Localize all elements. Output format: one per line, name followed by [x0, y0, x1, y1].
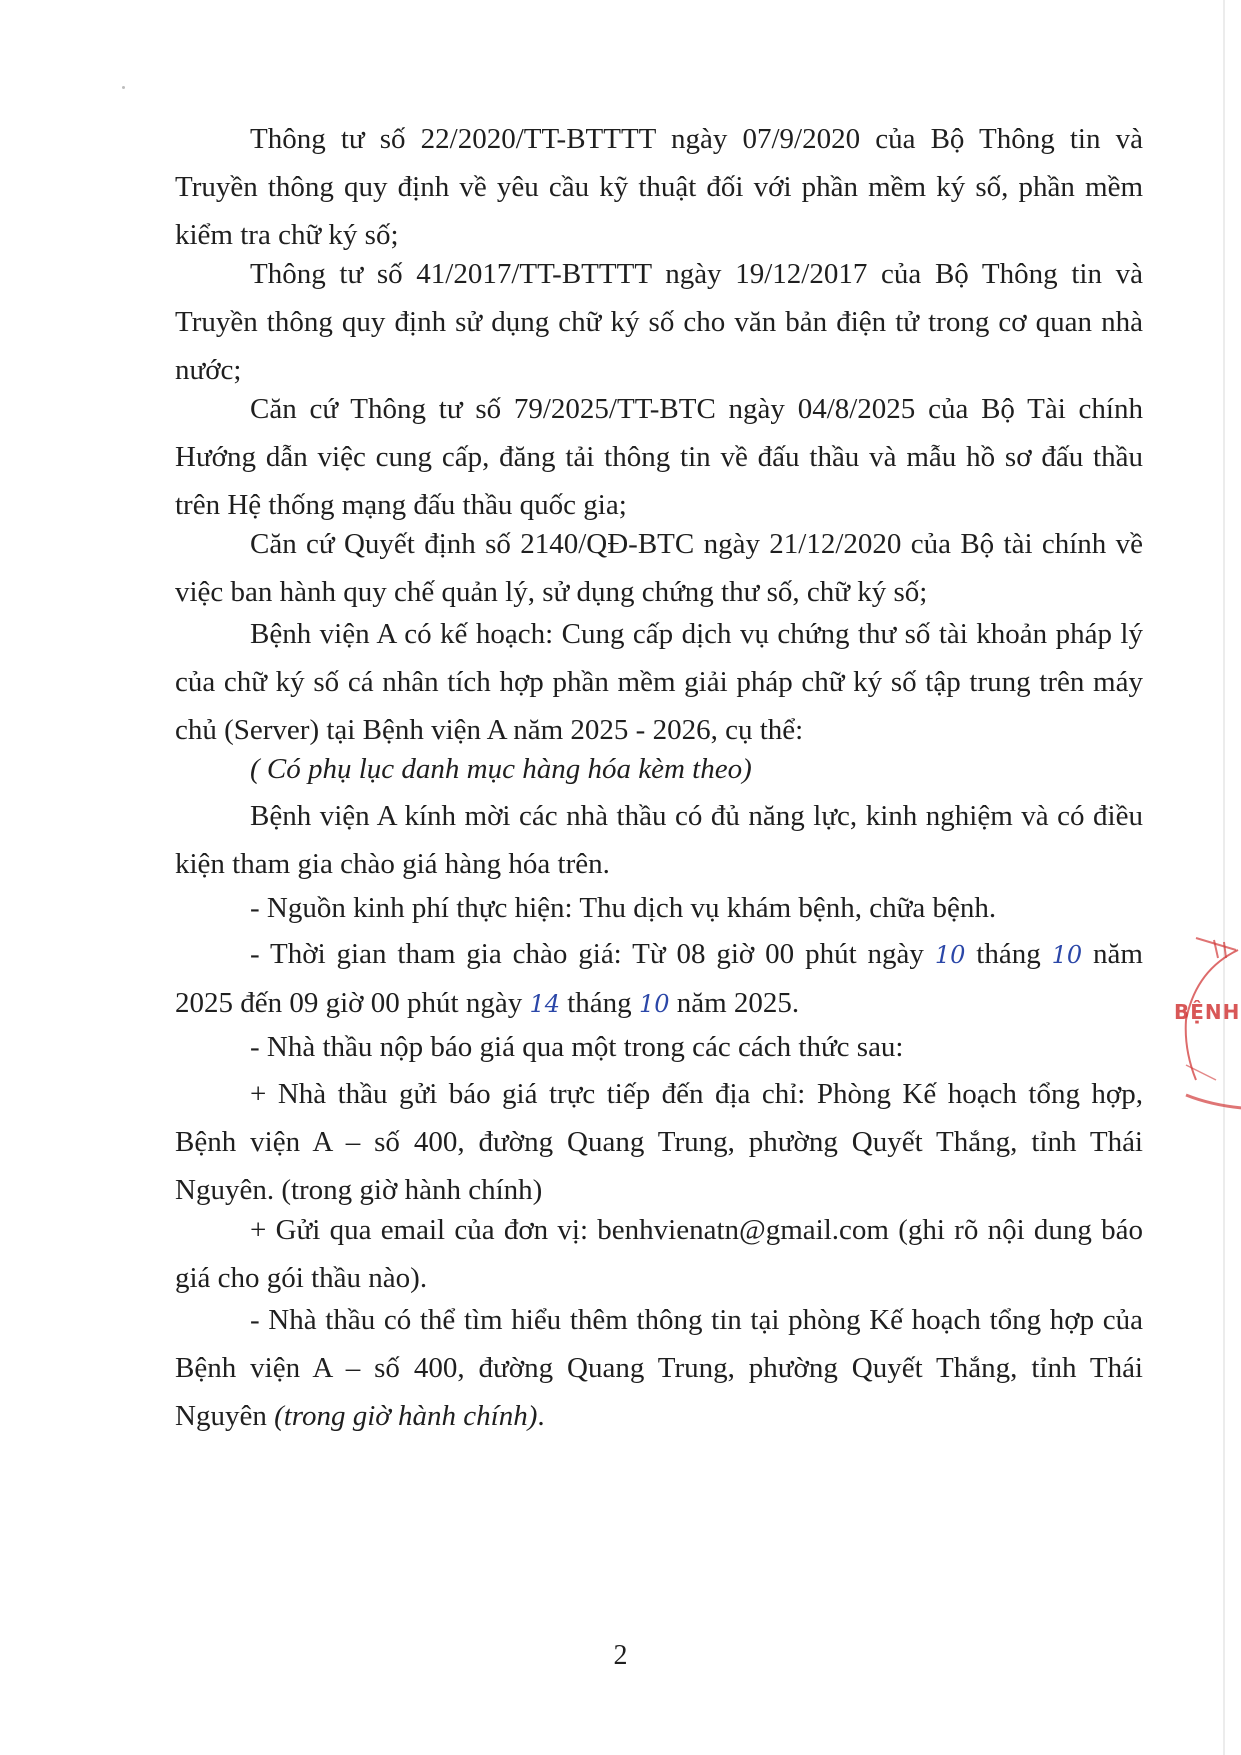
- paragraph-circular-22: Thông tư số 22/2020/TT-BTTTT ngày 07/9/2020 của Bộ Thông tin và Truyền thông quy định về yêu cầu kỹ thuật đối với phần mềm ký số, phần mềm kiểm tra chữ ký số;: [175, 123, 1143, 251]
- paragraph-invitation: Bệnh viện A kính mời các nhà thầu có đủ năng lực, kinh nghiệm và có điều kiện tham gia chào giá hàng hóa trên.: [175, 800, 1143, 880]
- time-text-1: - Thời gian tham gia chào giá: Từ 08 giờ 00 phút ngày: [250, 938, 935, 970]
- scan-edge-line: [1223, 0, 1225, 1755]
- handwritten-month-to: 10: [638, 990, 670, 1018]
- stamp-text-fragment: [1214, 940, 1226, 958]
- paragraph-decision-2140: Căn cứ Quyết định số 2140/QĐ-BTC ngày 21/12/2020 của Bộ tài chính về việc ban hành quy chế quản lý, sử dụng chứng thư số, chữ ký số;: [175, 528, 1143, 608]
- paragraph-email-submission: + Gửi qua email của đơn vị: benhvienatn@gmail.com (ghi rõ nội dung báo giá cho gói thầu nào).: [175, 1214, 1143, 1294]
- paragraph-circular-79: Căn cứ Thông tư số 79/2025/TT-BTC ngày 04/8/2025 của Bộ Tài chính Hướng dẫn việc cung cấp, đăng tải thông tin về đấu thầu và mẫu hồ sơ đấu thầu trên Hệ thống mạng đấu thầu quốc gia;: [175, 393, 1143, 521]
- more-info-italic: (trong giờ hành chính): [274, 1400, 538, 1432]
- paragraph-circular-41: Thông tư số 41/2017/TT-BTTTT ngày 19/12/2017 của Bộ Thông tin và Truyền thông quy định sử dụng chữ ký số cho văn bản điện tử trong cơ quan nhà nước;: [175, 258, 1143, 386]
- paragraph-direct-submission: + Nhà thầu gửi báo giá trực tiếp đến địa chỉ: Phòng Kế hoạch tổng hợp, Bệnh viện A – số 400, đường Quang Trung, phường Quyết Thắng, tỉnh Thái Nguyên. (trong giờ hành chính): [175, 1078, 1143, 1206]
- time-text-3: năm 2025 đến 09 giờ 00 phút ngày: [175, 938, 1143, 1019]
- stamp-text: BỆNH: [1174, 1000, 1241, 1024]
- paragraph-more-info: [175, 1296, 1143, 1440]
- handwritten-month-from: 10: [1051, 941, 1083, 969]
- time-text-2: tháng: [965, 938, 1052, 970]
- time-text-4: tháng: [560, 987, 639, 1019]
- page-number: 2: [613, 1640, 628, 1671]
- scan-speck: [122, 86, 125, 89]
- more-info-text: - Nhà thầu có thể tìm hiểu thêm thông tin tại phòng Kế hoạch tổng hợp của Bệnh viện A – số 400, đường Quang Trung, phường Quyết Thắng, tỉnh Thái Nguyên: [175, 1304, 1143, 1432]
- paragraph-quote-time: [175, 930, 1143, 1028]
- paragraph-plan: Bệnh viện A có kế hoạch: Cung cấp dịch vụ chứng thư số tài khoản pháp lý của chữ ký số cá nhân tích hợp phần mềm giải pháp chữ ký số tập trung trên máy chủ (Server) tại Bệnh viện A năm 2025 - 2026, cụ thể:: [175, 618, 1143, 746]
- time-text-5: năm 2025.: [669, 987, 800, 1019]
- paragraph-appendix-note: ( Có phụ lục danh mục hàng hóa kèm theo): [250, 753, 752, 785]
- more-info-end: .: [537, 1400, 545, 1432]
- handwritten-day-from: 10: [934, 941, 966, 969]
- paragraph-submission-methods: - Nhà thầu nộp báo giá qua một trong các cách thức sau:: [250, 1031, 904, 1063]
- red-stamp-fragment: [1176, 930, 1241, 1150]
- stamp-bottom-line: [1186, 1095, 1241, 1108]
- paragraph-funding: - Nguồn kinh phí thực hiện: Thu dịch vụ khám bệnh, chữa bệnh.: [250, 892, 997, 924]
- stamp-inner-mark: [1186, 1065, 1216, 1080]
- handwritten-day-to: 14: [529, 990, 560, 1018]
